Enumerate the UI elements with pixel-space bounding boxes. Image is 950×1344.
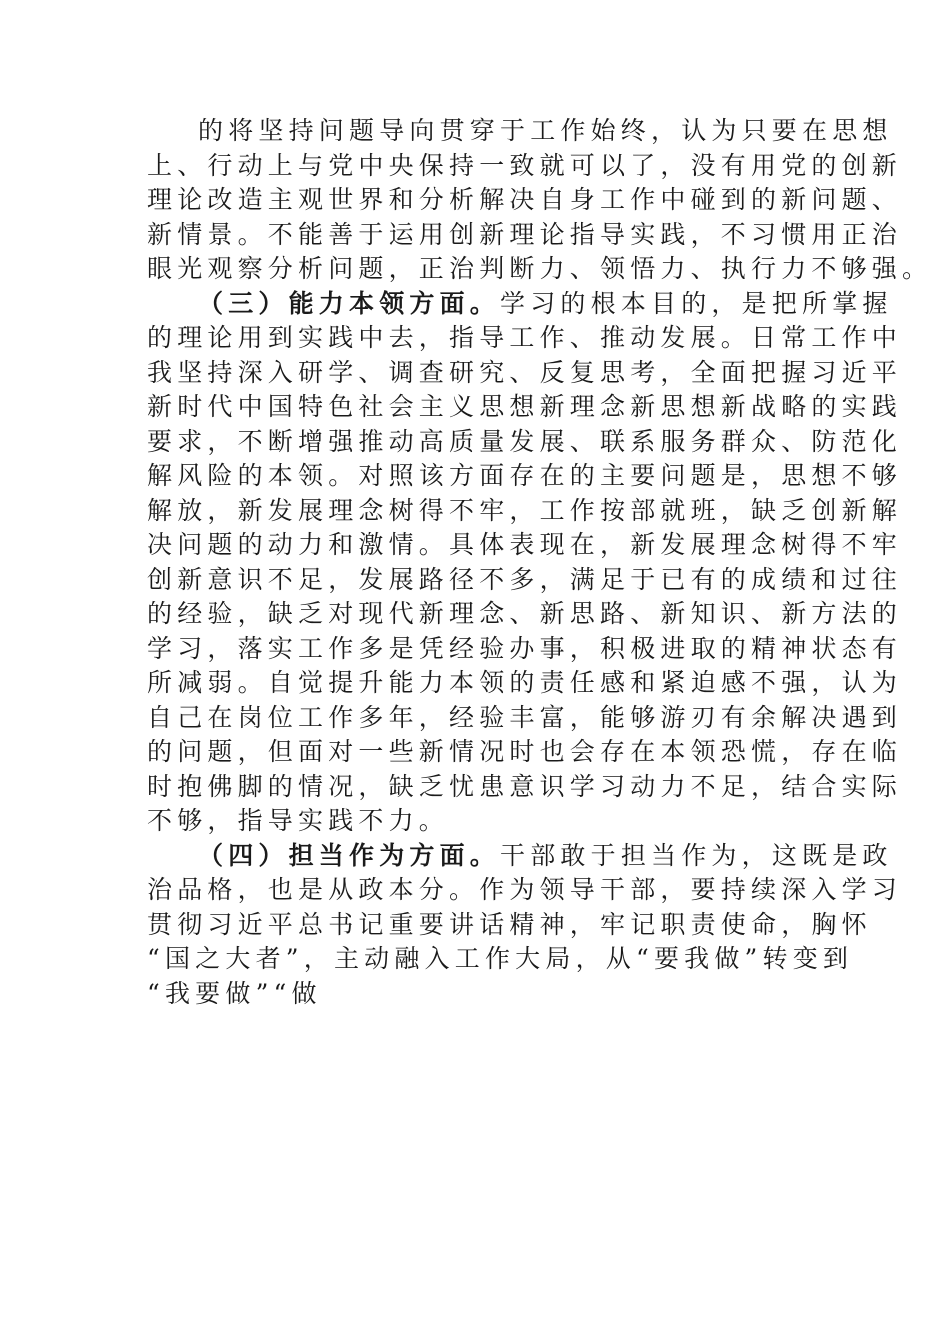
text-line: 不够，指导实践不力。: [147, 806, 450, 835]
section-heading: （四）担当作为方面。: [198, 840, 501, 870]
body-text: [147, 114, 933, 1011]
text-line: 时抱佛脚的情况，缺乏忧患意识学习动力不足，结合实际: [147, 771, 903, 801]
text-line: “我要做”“做: [147, 978, 322, 1008]
text-line: 我坚持深入研学、调查研究、反复思考，全面把握习近平: [147, 357, 903, 387]
text-line: “国之大者”，主动融入工作大局，从“要我做”转变到: [147, 944, 854, 973]
text-line: 解风险的本领。对照该方面存在的主要问题是，思想不够: [147, 461, 903, 490]
text-line: [147, 287, 893, 322]
text-line: 所减弱。自觉提升能力本领的责任感和紧迫感不强，认为: [147, 668, 903, 697]
text-line: 决问题的动力和激情。具体表现在，新发展理念树得不牢: [147, 530, 903, 559]
paragraph-2: [147, 287, 903, 839]
text-line: 眼光观察分析问题，正治判断力、领悟力、执行力不够强。: [147, 254, 933, 283]
paragraph-1: [147, 114, 933, 287]
text-line: 的理论用到实践中去，指导工作、推动发展。日常工作中: [147, 323, 903, 352]
text-line: 解放，新发展理念树得不牢，工作按部就班，缺乏创新解: [147, 495, 903, 525]
text-line: 理论改造主观世界和分析解决自身工作中碰到的新问题、: [147, 185, 903, 214]
text-line: 治品格，也是从政本分。作为领导干部，要持续深入学习: [147, 875, 903, 904]
text-line: [147, 839, 893, 874]
text-line: 新情景。不能善于运用创新理论指导实践，不习惯用正治: [147, 219, 903, 249]
text-span: 学习的根本目的，是把所掌握: [500, 288, 893, 318]
section-heading: （三）能力本领方面。: [198, 288, 501, 318]
text-line: 的经验，缺乏对现代新理念、新思路、新知识、新方法的: [147, 599, 903, 628]
paragraph-3: [147, 839, 903, 1012]
text-line: 新时代中国特色社会主义思想新理念新思想新战略的实践: [147, 392, 903, 421]
text-line: 自己在岗位工作多年，经验丰富，能够游刃有余解决遇到: [147, 702, 903, 732]
text-line: 的将坚持问题导向贯穿于工作始终，认为只要在思想: [198, 116, 893, 145]
text-line: 创新意识不足，发展路径不多，满足于已有的成绩和过往: [147, 564, 903, 594]
text-line: 学习，落实工作多是凭经验办事，积极进取的精神状态有: [147, 633, 903, 663]
text-line: 的问题，但面对一些新情况时也会存在本领恐慌，存在临: [147, 737, 903, 766]
text-line: 贯彻习近平总书记重要讲话精神，牢记职责使命，胸怀: [147, 909, 872, 939]
text-line: 上、行动上与党中央保持一致就可以了，没有用党的创新: [147, 150, 903, 180]
text-line: 要求，不断增强推动高质量发展、联系服务群众、防范化: [147, 426, 903, 456]
text-span: 干部敢于担当作为，这既是政: [500, 840, 893, 870]
